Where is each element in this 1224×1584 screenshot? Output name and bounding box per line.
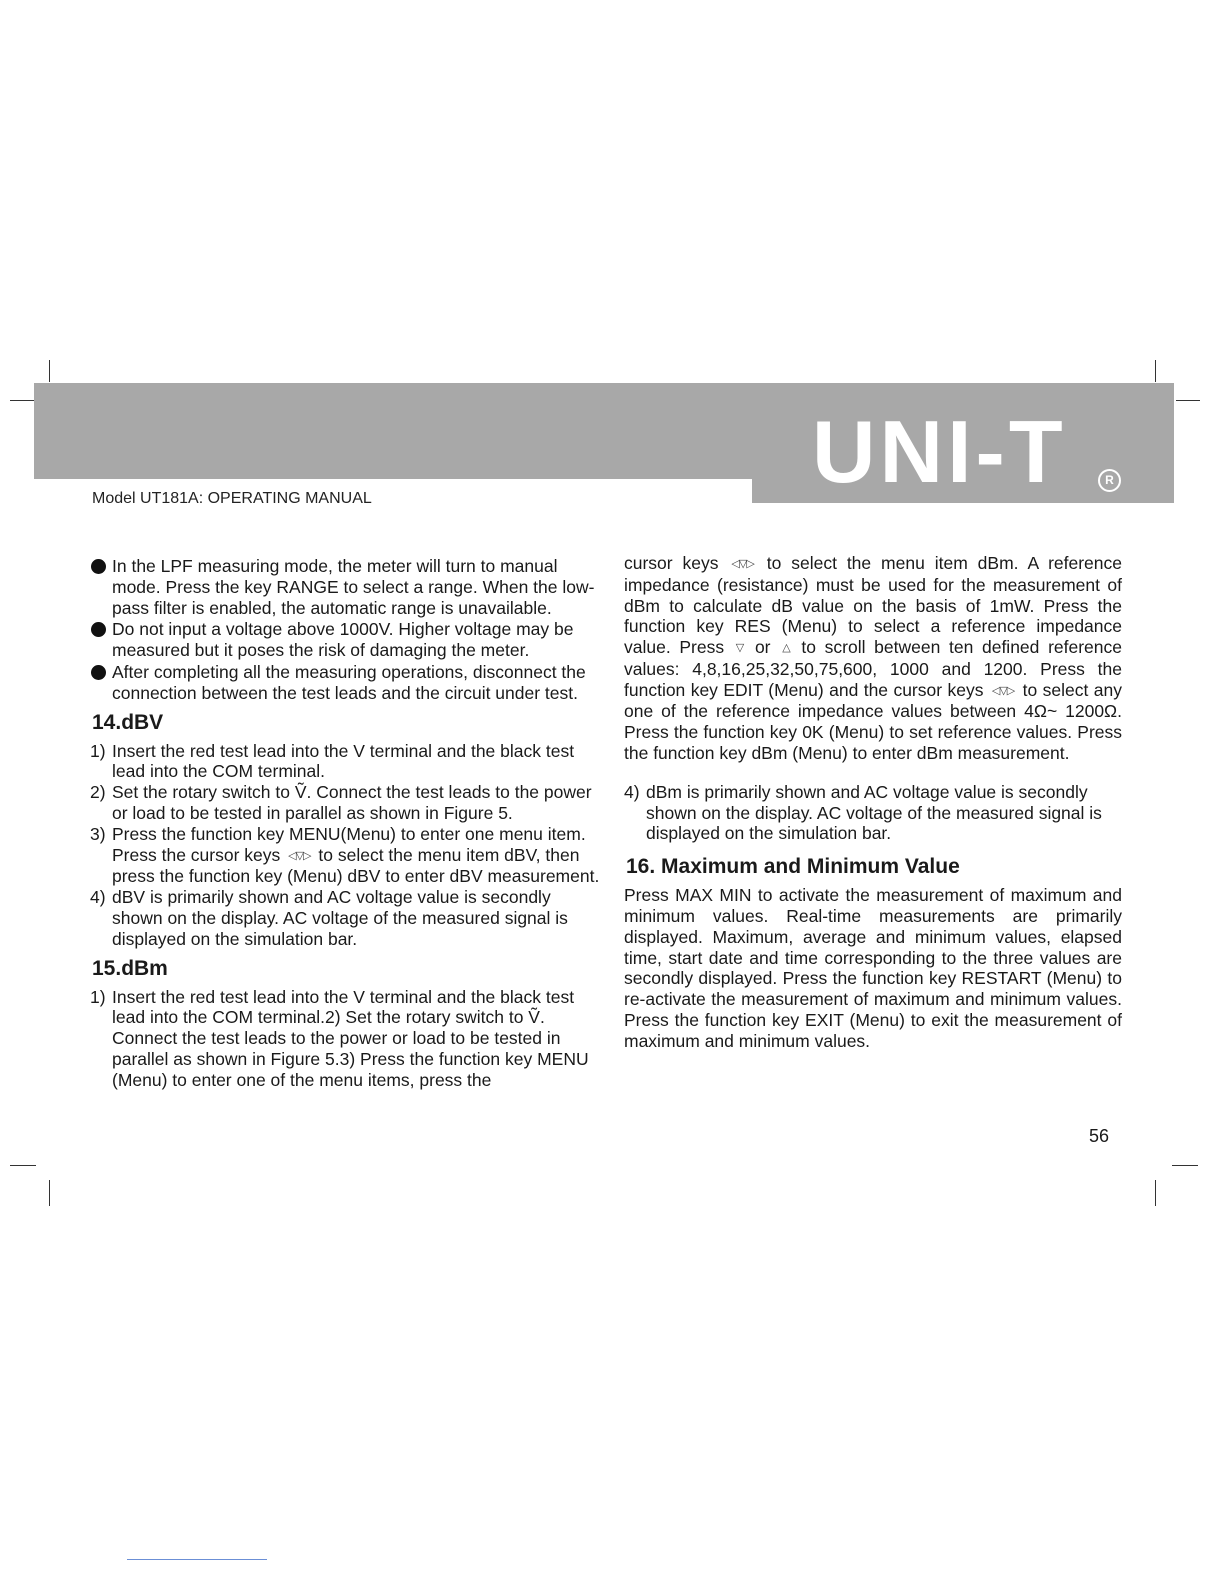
- cursor-up-icon: △: [782, 642, 790, 655]
- section-16-paragraph: Press MAX MIN to activate the measurement of maximum and minimum values. Real-time measurements are primarily displayed. Maximum, average and minimum values, elapsed time, start date and time corresponding to the three values are secondly displayed. Press the function key RESTART (Menu) to re-activate the measurement of maximum and minimum values. Press the function key EXIT (Menu) to exit the measurement of maximum and minimum values.: [624, 885, 1122, 1051]
- dbm-continued-paragraph: cursor keys ◁▽▷ to select the menu item dBm. A reference impedance (resistance) must be used for the measurement of dBm to calculate dB value on the basis of 1mW. Press the function key RES (Menu) to select a reference impedance value. Press ▽ or △ to scroll between ten defined reference values: 4,8,16,25,32,50,75,600, 1000 and 1200. Press the function key EDIT (Menu) and the cursor keys ◁▽▷ to select any one of the reference impedance values between 4Ω~ 1200Ω. Press the function key 0K (Menu) to set reference values. Press the function key dBm (Menu) to enter dBm measurement.: [624, 553, 1122, 764]
- list-item: 4) dBV is primarily shown and AC voltage value is secondly shown on the display. AC voltage of the measured signal is displayed on the simulation bar.: [90, 887, 568, 949]
- crop-mark: [1172, 1165, 1198, 1166]
- list-item: 1) Insert the red test lead into the V terminal and the black test lead into the COM terminal.2) Set the rotary switch to Ṽ. Connect the test leads to the power or load to be tested in parallel as shown in Figure 5.3) Press the function key MENU (Menu) to enter one of the menu items, press the: [90, 986, 589, 1090]
- model-line: Model UT181A: OPERATING MANUAL: [92, 490, 372, 507]
- cursor-keys-icon: ◁▽▷: [731, 557, 754, 570]
- list-item: 2) Set the rotary switch to Ṽ. Connect the test leads to the power or load to be tested in parallel as shown in Figure 5.: [90, 782, 592, 823]
- bullet-icon: [91, 559, 106, 574]
- brand-logo: UNI-T: [812, 402, 1067, 501]
- registered-mark: R: [1098, 469, 1121, 492]
- bullet-icon: [91, 622, 106, 637]
- bullet-item: After completing all the measuring operations, disconnect the connection between the test leads and the circuit under test.: [90, 662, 600, 704]
- list-item: 1) Insert the red test lead into the V terminal and the black test lead into the COM terminal.: [90, 740, 575, 782]
- cursor-down-icon: ▽: [735, 642, 744, 655]
- list-item: 3) Press the function key MENU(Menu) to enter one menu item. Press the cursor keys ◁▽▷ to select the menu item dBV, then press the function key (Menu) dBV to enter dBV measurement.: [90, 823, 600, 887]
- cursor-keys-icon: ◁▽▷: [288, 849, 311, 862]
- bullet-item: In the LPF measuring mode, the meter will turn to manual mode. Press the key RANGE to select a range. When the low-pass filter is enabled, the automatic range is unavailable.: [90, 556, 600, 618]
- right-column: [624, 553, 1122, 1052]
- bullet-icon: [91, 665, 106, 680]
- left-column: [90, 556, 600, 1091]
- page-number: 56: [1089, 1126, 1110, 1146]
- list-item: 4) dBm is primarily shown and AC voltage value is secondly shown on the display. AC voltage of the measured signal is displayed on the simulation bar.: [624, 781, 1102, 844]
- crop-mark: [10, 400, 34, 401]
- crop-mark: [49, 360, 50, 382]
- section-heading-15: 15.dBm: [92, 956, 168, 980]
- crop-mark: [49, 1180, 50, 1206]
- bullet-item: Do not input a voltage above 1000V. Higher voltage may be measured but it poses the risk of damaging the meter.: [90, 619, 600, 661]
- underline-mark: [127, 1559, 267, 1560]
- crop-mark: [10, 1165, 36, 1166]
- cursor-keys-icon: ◁▽▷: [991, 684, 1015, 697]
- section-heading-14: 14.dBV: [92, 710, 164, 734]
- crop-mark: [1155, 1180, 1156, 1206]
- crop-mark: [1176, 400, 1200, 401]
- crop-mark: [1155, 360, 1156, 382]
- section-heading-16: 16. Maximum and Minimum Value: [626, 855, 960, 879]
